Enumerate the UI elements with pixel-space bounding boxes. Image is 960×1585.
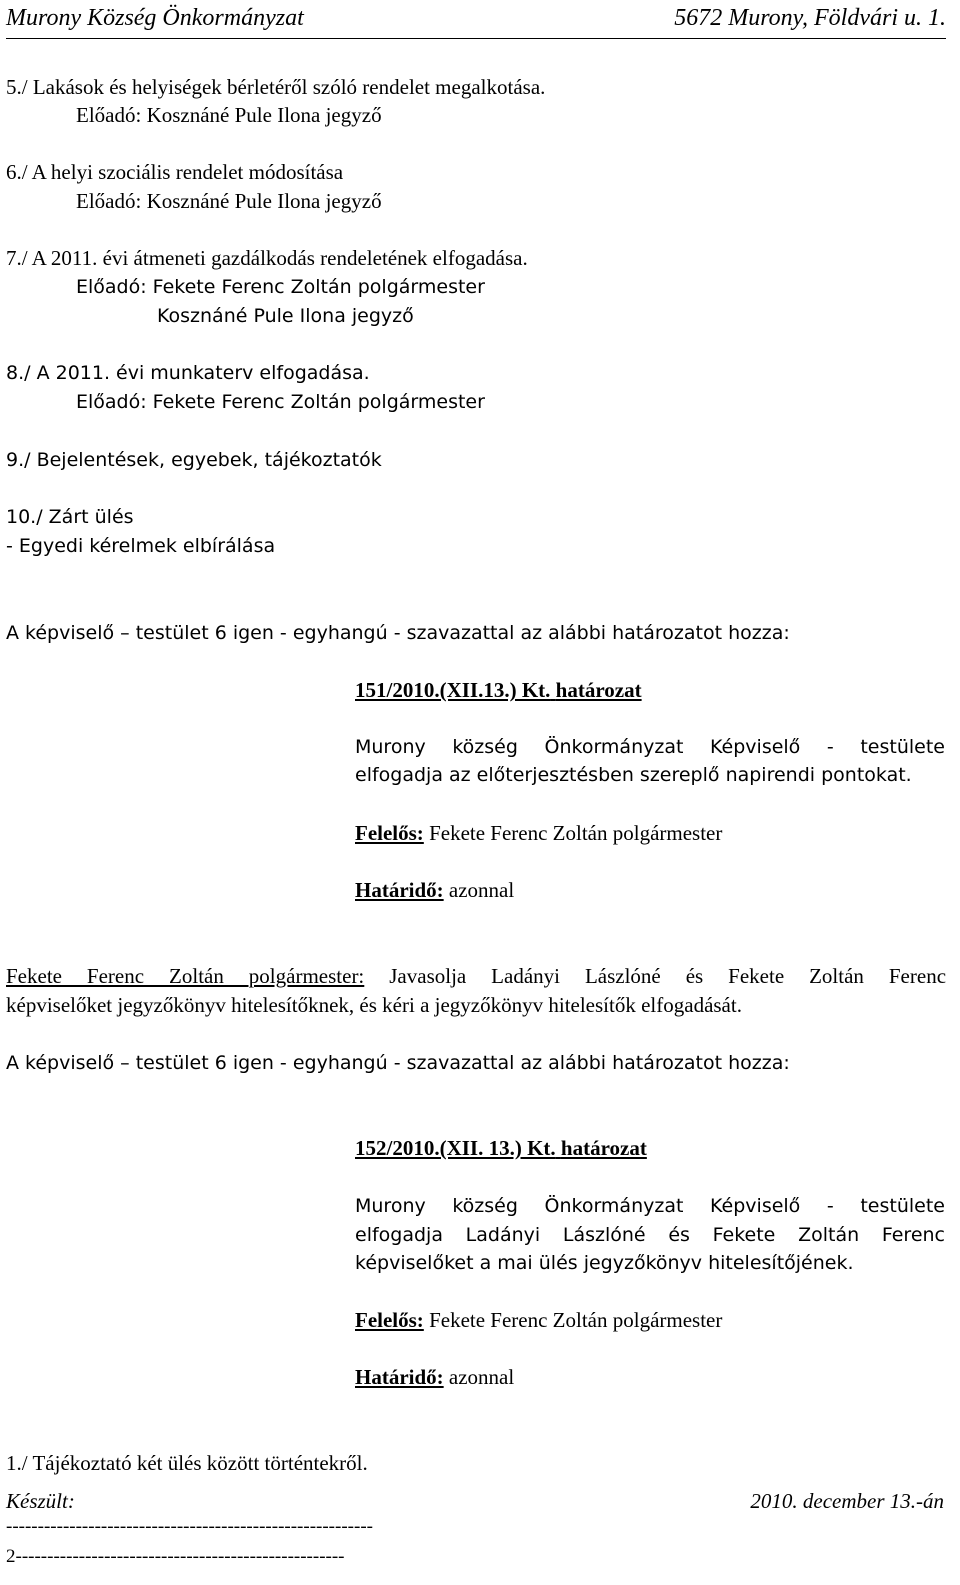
resolution-2-number: 152/2010.(XII. 13.) Kt. bbox=[355, 1136, 556, 1160]
mayor-speaker: Fekete Ferenc Zoltán polgármester: bbox=[6, 964, 365, 988]
mayor-statement-line1 bbox=[6, 963, 946, 989]
resolution-1-responsible bbox=[355, 820, 722, 846]
resolution-2-text-line1: Murony község Önkormányzat Képviselő - testülete bbox=[355, 1195, 945, 1217]
resolution-2-deadline bbox=[355, 1364, 514, 1390]
footer-dashes: ---------------------------------------------------------- bbox=[6, 1516, 373, 1537]
agenda-item-6-presenter: Előadó: Kosznáné Pule Ilona jegyző bbox=[76, 189, 382, 213]
prepared-date: 2010. december 13.-án bbox=[750, 1489, 944, 1513]
deadline-label: Határidő: bbox=[355, 878, 444, 902]
agenda-item-10-sub: - Egyedi kérelmek elbírálása bbox=[6, 535, 276, 557]
resolution-1-heading bbox=[355, 677, 642, 703]
agenda-item-8-title: 8./ A 2011. évi munkaterv elfogadása. bbox=[6, 362, 370, 384]
agenda-item-10-title: 10./ Zárt ülés bbox=[6, 506, 134, 528]
resolution-1-text-line2: elfogadja az előterjesztésben szereplő napirendi pontokat. bbox=[355, 764, 912, 786]
responsible-label: Felelős: bbox=[355, 821, 424, 845]
resolution-2-text-line2: elfogadja Ladányi Lászlóné és Fekete Zoltán Ferenc bbox=[355, 1224, 945, 1246]
vote-statement-2: A képviselő – testület 6 igen - egyhangú - szavazattal az alábbi határozatot hozza: bbox=[6, 1052, 790, 1074]
resolution-2-responsible bbox=[355, 1307, 722, 1333]
deadline-label: Határidő: bbox=[355, 1365, 444, 1389]
agenda-item-6-title: 6./ A helyi szociális rendelet módosítása bbox=[6, 160, 344, 184]
resolution-1-word: határozat bbox=[555, 678, 642, 702]
responsible-name: Fekete Ferenc Zoltán polgármester bbox=[429, 821, 723, 845]
header-municipality: Murony Község Önkormányzat bbox=[6, 5, 304, 31]
mayor-statement-text: Javasolja Ladányi Lászlóné és Fekete Zoltán Ferenc bbox=[389, 964, 947, 988]
deadline-value: azonnal bbox=[448, 1365, 515, 1389]
resolution-1-number: 151/2010.(XII.13.) Kt. bbox=[355, 678, 551, 702]
agenda-item-7-presenter: Előadó: Fekete Ferenc Zoltán polgármester bbox=[76, 276, 485, 298]
deadline-value: azonnal bbox=[448, 878, 515, 902]
info-item: 1./ Tájékoztató két ülés között történtekről. bbox=[6, 1451, 368, 1475]
agenda-item-9-title: 9./ Bejelentések, egyebek, tájékoztatók bbox=[6, 449, 382, 471]
mayor-statement-line2: képviselőket jegyzőkönyv hitelesítőknek, és kéri a jegyzőkönyv hitelesítők elfogadását. bbox=[6, 993, 742, 1017]
agenda-item-7-presenter2: Kosznáné Pule Ilona jegyző bbox=[157, 305, 414, 327]
resolution-2-text-line3: képviselőket a mai ülés jegyzőkönyv hitelesítőjének. bbox=[355, 1252, 854, 1274]
agenda-item-5-presenter: Előadó: Kosznáné Pule Ilona jegyző bbox=[76, 103, 382, 127]
vote-statement-1: A képviselő – testület 6 igen - egyhangú - szavazattal az alábbi határozatot hozza: bbox=[6, 622, 790, 644]
resolution-2-heading bbox=[355, 1135, 647, 1161]
header-address: 5672 Murony, Földvári u. 1. bbox=[674, 5, 946, 31]
resolution-1-text-line1: Murony község Önkormányzat Képviselő - testülete bbox=[355, 736, 945, 758]
agenda-item-7-title: 7./ A 2011. évi átmeneti gazdálkodás rendeletének elfogadása. bbox=[6, 246, 528, 270]
agenda-item-8-presenter: Előadó: Fekete Ferenc Zoltán polgármester bbox=[76, 391, 485, 413]
prepared-label: Készült: bbox=[6, 1489, 75, 1513]
responsible-name: Fekete Ferenc Zoltán polgármester bbox=[429, 1308, 723, 1332]
responsible-label: Felelős: bbox=[355, 1308, 424, 1332]
page-number-dashes: 2---------------------------------------------------- bbox=[6, 1546, 345, 1567]
resolution-1-deadline bbox=[355, 877, 514, 903]
resolution-2-word: határozat bbox=[560, 1136, 647, 1160]
page-header bbox=[6, 2, 946, 39]
agenda-item-5-title: 5./ Lakások és helyiségek bérletéről szóló rendelet megalkotása. bbox=[6, 75, 546, 99]
